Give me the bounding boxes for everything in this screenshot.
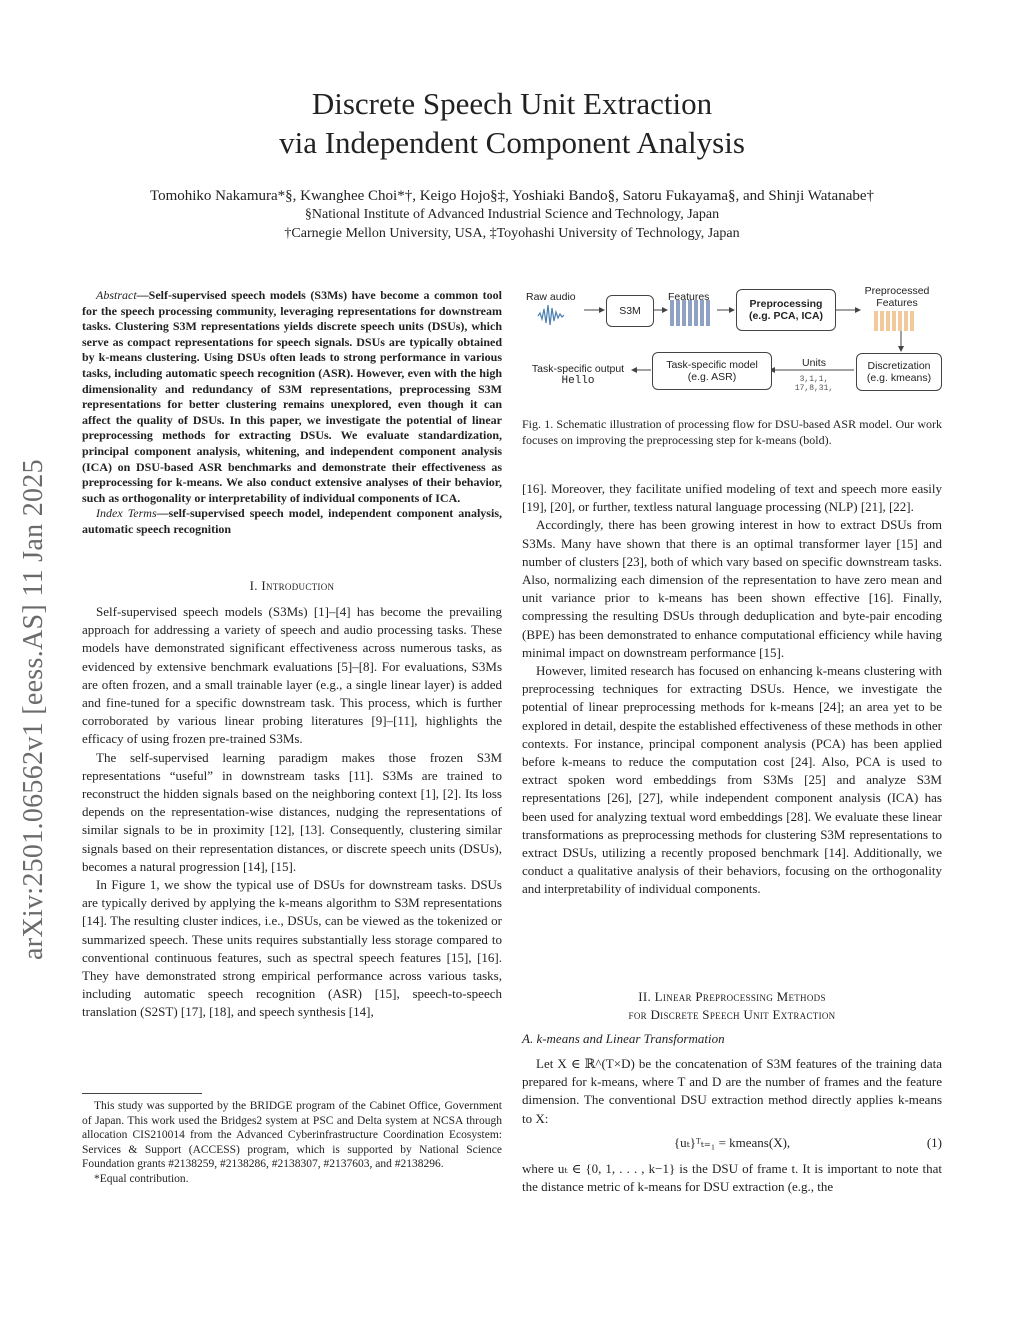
- units-seq-2: 17,8,31,: [794, 384, 834, 393]
- discretization-box: [856, 353, 942, 391]
- units-title: Units: [802, 357, 826, 369]
- task-output-text: Task-specific output: [531, 363, 625, 375]
- section-heading-2: [522, 988, 942, 1024]
- section-2-line-2: for Discrete Speech Unit Extraction: [628, 1007, 836, 1022]
- discretization-example: (e.g. kmeans): [866, 372, 932, 384]
- footnote-rule: [82, 1093, 202, 1094]
- task-output-label: [526, 363, 630, 387]
- raw-audio-label: Raw audio: [526, 291, 576, 303]
- paper-title: [0, 84, 1024, 162]
- footnote: [82, 1099, 502, 1187]
- features-grid: [670, 300, 710, 326]
- affiliation-2: †Carnegie Mellon University, USA, ‡Toyohashi University of Technology, Japan: [284, 226, 740, 241]
- units-seq-1: 3,1,1,: [799, 375, 829, 384]
- author-list: Tomohiko Nakamura*§, Kwanghee Choi*†, Keigo Hojo§‡, Yoshiaki Bando§, Satoru Fukayama§, and Shinji Watanabe†: [149, 188, 875, 204]
- discretization-title: Discretization: [867, 360, 931, 372]
- preprocessing-title: Preprocessing: [749, 298, 823, 310]
- equation-text: {uₜ}ᵀₜ₌₁ = kmeans(X),: [673, 1134, 791, 1150]
- paragraph: In Figure 1, we show the typical use of DSUs for downstream tasks. DSUs are typically derived by applying the k-means algorithm to S3M representations [14]. The resulting cluster indices, i.e., DSUs, can be viewed as the tokenized or summarized speech. These units requires substantially less storage compared to conventional continuous features, such as spectral speech features [15], [16]. They have demonstrated strong empirical performance across various tasks, including automatic speech recognition (ASR) [15], speech-to-speech translation (S2ST) [17], [18], and speech synthesis [14],: [82, 877, 502, 1020]
- paragraph: [16]. Moreover, they facilitate unified modeling of text and speech more easily [19], [20], or further, textless natural language processing (NLP) [21], [22].: [522, 481, 942, 515]
- section-2-body: [522, 1055, 942, 1196]
- preprocessed-line-2: Features: [876, 297, 918, 309]
- preprocessed-features-grid: [874, 311, 914, 331]
- subsection-heading-a: A. k-means and Linear Transformation: [522, 1031, 725, 1046]
- paragraph: Let X ∈ ℝ^(T×D) be the concatenation of S3M features of the training data prepared for k-means, where T and D are the number of frames and the feature dimension. The conventional DSU extraction method directly applies k-means to X:: [522, 1056, 942, 1126]
- abstract: [82, 288, 502, 538]
- task-model-box: [652, 352, 772, 390]
- index-terms-text: —self-supervised speech model, independent component analysis, automatic speech recognition: [82, 506, 502, 536]
- abstract-label: Abstract: [96, 288, 137, 302]
- right-column-body: [522, 480, 942, 899]
- index-terms-label: Index Terms: [96, 506, 157, 521]
- equation-1: [522, 1134, 942, 1152]
- section-heading-introduction: I. Introduction: [249, 578, 335, 593]
- arxiv-stamp: arXiv:2501.06562v1 [eess.AS] 11 Jan 2025: [18, 459, 49, 960]
- equal-contribution-note: *Equal contribution.: [94, 1172, 189, 1185]
- features-label: Features: [668, 291, 710, 303]
- task-model-example: (e.g. ASR): [687, 371, 737, 383]
- affiliation-1: §National Institute of Advanced Industrial Science and Technology, Japan: [304, 207, 720, 222]
- paragraph: However, limited research has focused on enhancing k-means clustering with preprocessing techniques for extracting DSUs. Hence, we investigate the potential of linear preprocessing methods for k-means [24]; an area yet to be explored in detail, despite the established effectiveness of these methods in other contexts. For instance, principal component analysis (PCA) has been applied before k-means to reduce the computation cost [24]. Also, PCA is used to extract spoken word embeddings from S3Ms [25] and analyze S3M representations [26], [27], while independent component analysis (ICA) has been used for analyzing textual word embeddings [28]. We evaluate these linear transformations as preprocessing methods for clustering S3M representations to extract DSUs, utilizing a recently proposed benchmark [14]. Additionally, we conduct a qualitative analysis of their behaviors, focusing on the orthogonality and interpretability of individual components.: [522, 663, 942, 897]
- units-sequence: [784, 375, 844, 393]
- preprocessed-features-label: [862, 285, 932, 309]
- task-model-title: Task-specific model: [666, 359, 758, 371]
- section-2-line-1: II. Linear Preprocessing Methods: [638, 989, 826, 1004]
- figure-caption: Fig. 1. Schematic illustration of processing flow for DSU-based ASR model. Our work focuses on improving the preprocessing step for k-means (bold).: [522, 417, 942, 447]
- title-line-1: Discrete Speech Unit Extraction: [311, 86, 713, 121]
- abstract-text: —Self-supervised speech models (S3Ms) have become a common tool for the speech processing community, leveraging representations for downstream tasks. Clustering S3M representations yields discrete speech units (DSUs), which serve as compact representations for speech signals. DSUs are typically obtained by k-means clustering. Using DSUs often leads to strong performance in various tasks, including automatic speech recognition (ASR). However, even with the high dimensionality and redundancy of S3M representations, preprocessing S3M representations for better clustering remains unexplored, even though it can affect the quality of DSUs. In this paper, we investigate the potential of linear preprocessing methods for extracting DSUs. We evaluate standardization, principal component analysis, whitening, and independent component analysis (ICA) on DSU-based ASR benchmarks and demonstrate their effectiveness as preprocessing for k-means. We also conduct extensive analyses of their behavior, such as orthogonality or interpretability of individual components of ICA.: [82, 288, 502, 505]
- title-line-2: via Independent Component Analysis: [279, 125, 745, 160]
- intro-body: [82, 603, 502, 1022]
- equation-number: (1): [926, 1134, 942, 1150]
- s3m-label: S3M: [619, 305, 641, 317]
- preprocessing-box: [736, 289, 836, 331]
- paragraph: Accordingly, there has been growing interest in how to extract DSUs from S3Ms. Many have shown that there is an optimal transformer layer [15] and number of clusters [23], both of which vary based on specific downstream tasks. Also, normalizing each dimension of the representation to have zero mean and unit variance prior to k-means has been shown effective [16]. Finally, compressing the resulting DSUs through deduplication and byte-pair encoding (BPE) has been demonstrated to enhance computational efficiency while having minimal impact on downstream performance [15].: [522, 517, 942, 660]
- paragraph: where uₜ ∈ {0, 1, . . . , k−1} is the DSU of frame t. It is important to note that the distance metric of k-means for DSU extraction (e.g., the: [522, 1161, 942, 1195]
- paragraph: The self-supervised learning paradigm makes those frozen S3M representations “useful” in downstream tasks [11]. S3Ms are trained to reconstruct the hidden signals based on the neighboring context [1], [2]. Its loss depends on the representation-wise distances, nudging the representations of similar signals to be in proximity [12], [13]. Consequently, clustering similar signals based on their representation distances, or discrete speech units (DSUs), becomes a natural progression [14], [15].: [82, 749, 502, 874]
- s3m-box: [606, 295, 654, 327]
- task-output-example: Hello: [561, 375, 595, 387]
- preprocessing-example: (e.g. PCA, ICA): [748, 310, 824, 322]
- figure-1: [522, 283, 947, 403]
- audio-waveform: [538, 305, 564, 325]
- preprocessed-line-1: Preprocessed: [864, 285, 930, 297]
- funding-note: This study was supported by the BRIDGE program of the Cabinet Office, Government of Japan. This work used the Bridges2 system at PSC and Delta system at NCSA through allocation CIS210014 from the Advanced Cyberinfrastructure Coordination Ecosystem: Services & Support (ACCESS) program, which is supported by National Science Foundation grants #2138259, #2138286, #2138307, #2137603, and #2138296.: [82, 1100, 502, 1171]
- index-terms: [82, 506, 502, 537]
- paragraph: Self-supervised speech models (S3Ms) [1]–[4] has become the prevailing approach for addressing a variety of speech and audio processing tasks. These models have demonstrated significant effectiveness across numerous tasks, as evidenced by extensive benchmark evaluations [5]–[8]. For evaluations, S3Ms are often frozen, and a small trainable layer (e.g., a single linear layer) is added and fine-tuned for a specific downstream task. This process, which is further corroborated by various linear probing literatures [9]–[11], highlights the efficacy of using frozen pre-trained S3Ms.: [82, 604, 502, 747]
- units-label: [784, 357, 844, 369]
